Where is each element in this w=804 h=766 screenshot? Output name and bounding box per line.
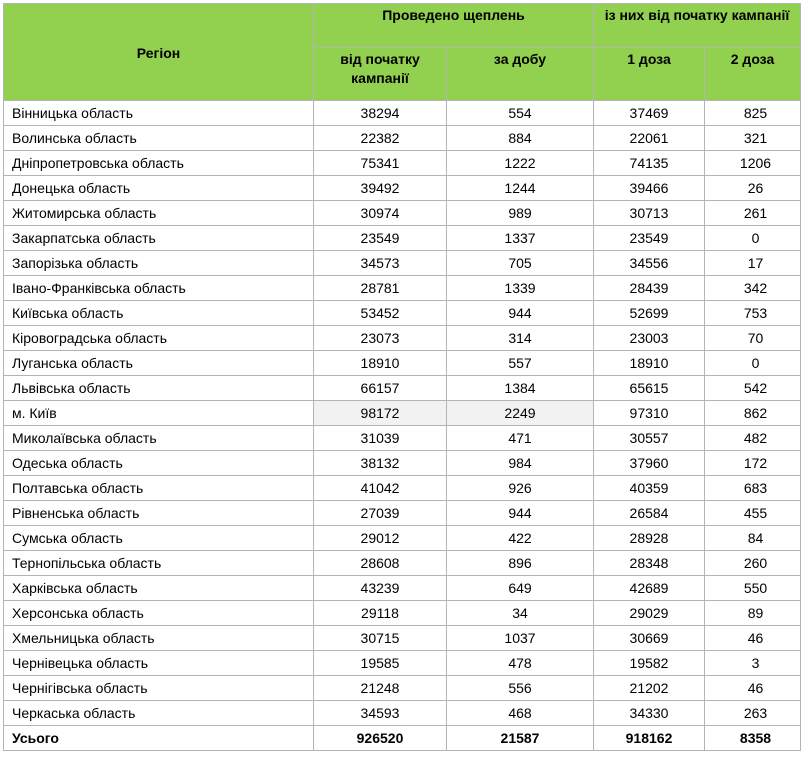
cell-per-day: 554: [447, 101, 594, 126]
vaccination-table: [3, 3, 801, 751]
cell-dose-2: 542: [705, 376, 801, 401]
total-dose-2: 8358: [705, 726, 801, 751]
cell-since-start: 28781: [314, 276, 447, 301]
total-row: [4, 726, 801, 751]
header-since-start: від початку кампанії: [314, 48, 447, 101]
header-dose-2: 2 доза: [705, 48, 801, 101]
table-row: [4, 526, 801, 551]
cell-since-start: 22382: [314, 126, 447, 151]
total-label: Усього: [4, 726, 314, 751]
cell-dose-1: 19582: [594, 651, 705, 676]
table-row: [4, 701, 801, 726]
cell-region: Донецька область: [4, 176, 314, 201]
cell-dose-2: 3: [705, 651, 801, 676]
table-row: [4, 201, 801, 226]
cell-region: Харківська область: [4, 576, 314, 601]
cell-per-day: 557: [447, 351, 594, 376]
cell-per-day: 944: [447, 301, 594, 326]
cell-per-day: 422: [447, 526, 594, 551]
cell-per-day: 649: [447, 576, 594, 601]
cell-per-day: 705: [447, 251, 594, 276]
cell-since-start: 27039: [314, 501, 447, 526]
cell-dose-1: 97310: [594, 401, 705, 426]
cell-per-day: 1339: [447, 276, 594, 301]
table-row: [4, 101, 801, 126]
cell-since-start: 75341: [314, 151, 447, 176]
cell-dose-1: 22061: [594, 126, 705, 151]
cell-region: Вінницька область: [4, 101, 314, 126]
cell-per-day: 34: [447, 601, 594, 626]
vaccination-table-container: [3, 3, 801, 751]
cell-per-day: 471: [447, 426, 594, 451]
cell-dose-1: 52699: [594, 301, 705, 326]
cell-dose-1: 18910: [594, 351, 705, 376]
cell-region: Херсонська область: [4, 601, 314, 626]
table-row: [4, 176, 801, 201]
cell-region: Рівненська область: [4, 501, 314, 526]
cell-per-day: 556: [447, 676, 594, 701]
cell-dose-2: 0: [705, 226, 801, 251]
cell-since-start: 19585: [314, 651, 447, 676]
cell-dose-1: 30669: [594, 626, 705, 651]
cell-dose-1: 65615: [594, 376, 705, 401]
cell-since-start: 38294: [314, 101, 447, 126]
cell-dose-2: 482: [705, 426, 801, 451]
table-row: [4, 576, 801, 601]
table-row: [4, 301, 801, 326]
cell-since-start: 29118: [314, 601, 447, 626]
cell-since-start: 34573: [314, 251, 447, 276]
table-row: [4, 226, 801, 251]
cell-dose-2: 0: [705, 351, 801, 376]
cell-region: Луганська область: [4, 351, 314, 376]
cell-since-start: 30974: [314, 201, 447, 226]
cell-dose-1: 74135: [594, 151, 705, 176]
cell-dose-2: 84: [705, 526, 801, 551]
table-row: [4, 451, 801, 476]
cell-per-day: 314: [447, 326, 594, 351]
cell-dose-2: 260: [705, 551, 801, 576]
cell-dose-1: 21202: [594, 676, 705, 701]
table-row: [4, 501, 801, 526]
cell-dose-1: 39466: [594, 176, 705, 201]
cell-dose-2: 70: [705, 326, 801, 351]
cell-since-start: 39492: [314, 176, 447, 201]
cell-dose-1: 30713: [594, 201, 705, 226]
cell-region: Хмельницька область: [4, 626, 314, 651]
cell-dose-2: 825: [705, 101, 801, 126]
cell-dose-2: 46: [705, 626, 801, 651]
table-row: [4, 626, 801, 651]
table-row: [4, 351, 801, 376]
header-vaccinations: Проведено щеплень: [314, 4, 594, 48]
cell-dose-2: 683: [705, 476, 801, 501]
cell-per-day: 944: [447, 501, 594, 526]
table-row: [4, 676, 801, 701]
cell-dose-2: 342: [705, 276, 801, 301]
cell-dose-1: 28928: [594, 526, 705, 551]
cell-region: Черкаська область: [4, 701, 314, 726]
cell-region: Чернівецька область: [4, 651, 314, 676]
cell-dose-2: 172: [705, 451, 801, 476]
cell-since-start: 38132: [314, 451, 447, 476]
cell-dose-1: 42689: [594, 576, 705, 601]
table-body: [4, 101, 801, 751]
cell-dose-2: 455: [705, 501, 801, 526]
cell-region: Тернопільська область: [4, 551, 314, 576]
table-row: [4, 276, 801, 301]
cell-per-day: 989: [447, 201, 594, 226]
cell-dose-1: 23003: [594, 326, 705, 351]
total-per-day: 21587: [447, 726, 594, 751]
cell-region: м. Київ: [4, 401, 314, 426]
table-row: [4, 476, 801, 501]
table-header: [4, 4, 801, 101]
table-row: [4, 426, 801, 451]
cell-dose-1: 26584: [594, 501, 705, 526]
cell-per-day: 984: [447, 451, 594, 476]
cell-since-start: 28608: [314, 551, 447, 576]
total-dose-1: 918162: [594, 726, 705, 751]
cell-since-start: 31039: [314, 426, 447, 451]
table-row: [4, 251, 801, 276]
table-row: [4, 551, 801, 576]
cell-dose-1: 30557: [594, 426, 705, 451]
cell-dose-2: 321: [705, 126, 801, 151]
cell-since-start: 34593: [314, 701, 447, 726]
cell-per-day: 2249: [447, 401, 594, 426]
cell-since-start: 30715: [314, 626, 447, 651]
cell-since-start: 41042: [314, 476, 447, 501]
cell-region: Київська область: [4, 301, 314, 326]
cell-region: Житомирська область: [4, 201, 314, 226]
cell-per-day: 926: [447, 476, 594, 501]
total-since-start: 926520: [314, 726, 447, 751]
cell-per-day: 478: [447, 651, 594, 676]
cell-region: Чернігівська область: [4, 676, 314, 701]
cell-region: Запорізька область: [4, 251, 314, 276]
cell-region: Полтавська область: [4, 476, 314, 501]
cell-region: Кіровоградська область: [4, 326, 314, 351]
cell-per-day: 468: [447, 701, 594, 726]
header-region: Регіон: [4, 4, 314, 101]
cell-region: Івано-Франківська область: [4, 276, 314, 301]
cell-since-start: 53452: [314, 301, 447, 326]
cell-dose-2: 261: [705, 201, 801, 226]
table-row: [4, 601, 801, 626]
cell-dose-1: 23549: [594, 226, 705, 251]
table-row: [4, 376, 801, 401]
cell-since-start: 98172: [314, 401, 447, 426]
cell-dose-2: 753: [705, 301, 801, 326]
table-row: [4, 651, 801, 676]
cell-dose-2: 26: [705, 176, 801, 201]
cell-dose-1: 28439: [594, 276, 705, 301]
cell-dose-2: 862: [705, 401, 801, 426]
cell-dose-1: 34330: [594, 701, 705, 726]
cell-dose-1: 28348: [594, 551, 705, 576]
cell-dose-1: 37469: [594, 101, 705, 126]
cell-region: Волинська область: [4, 126, 314, 151]
cell-dose-1: 29029: [594, 601, 705, 626]
cell-dose-2: 263: [705, 701, 801, 726]
cell-since-start: 23073: [314, 326, 447, 351]
cell-dose-2: 46: [705, 676, 801, 701]
cell-region: Закарпатська область: [4, 226, 314, 251]
cell-since-start: 23549: [314, 226, 447, 251]
table-row: [4, 326, 801, 351]
cell-per-day: 1222: [447, 151, 594, 176]
cell-region: Миколаївська область: [4, 426, 314, 451]
header-dose-1: 1 доза: [594, 48, 705, 101]
cell-since-start: 43239: [314, 576, 447, 601]
cell-since-start: 29012: [314, 526, 447, 551]
cell-per-day: 1244: [447, 176, 594, 201]
table-row: [4, 151, 801, 176]
header-per-day: за добу: [447, 48, 594, 101]
cell-per-day: 1037: [447, 626, 594, 651]
header-of-them-since-start: із них від початку кампанії: [594, 4, 801, 48]
cell-region: Сумська область: [4, 526, 314, 551]
cell-per-day: 1384: [447, 376, 594, 401]
cell-dose-2: 89: [705, 601, 801, 626]
cell-dose-2: 1206: [705, 151, 801, 176]
cell-dose-1: 34556: [594, 251, 705, 276]
cell-since-start: 66157: [314, 376, 447, 401]
cell-dose-1: 40359: [594, 476, 705, 501]
cell-region: Дніпропетровська область: [4, 151, 314, 176]
cell-since-start: 21248: [314, 676, 447, 701]
cell-dose-2: 17: [705, 251, 801, 276]
cell-region: Одеська область: [4, 451, 314, 476]
table-row: [4, 126, 801, 151]
cell-per-day: 884: [447, 126, 594, 151]
cell-per-day: 896: [447, 551, 594, 576]
cell-since-start: 18910: [314, 351, 447, 376]
cell-per-day: 1337: [447, 226, 594, 251]
cell-dose-1: 37960: [594, 451, 705, 476]
table-row: [4, 401, 801, 426]
cell-dose-2: 550: [705, 576, 801, 601]
cell-region: Львівська область: [4, 376, 314, 401]
